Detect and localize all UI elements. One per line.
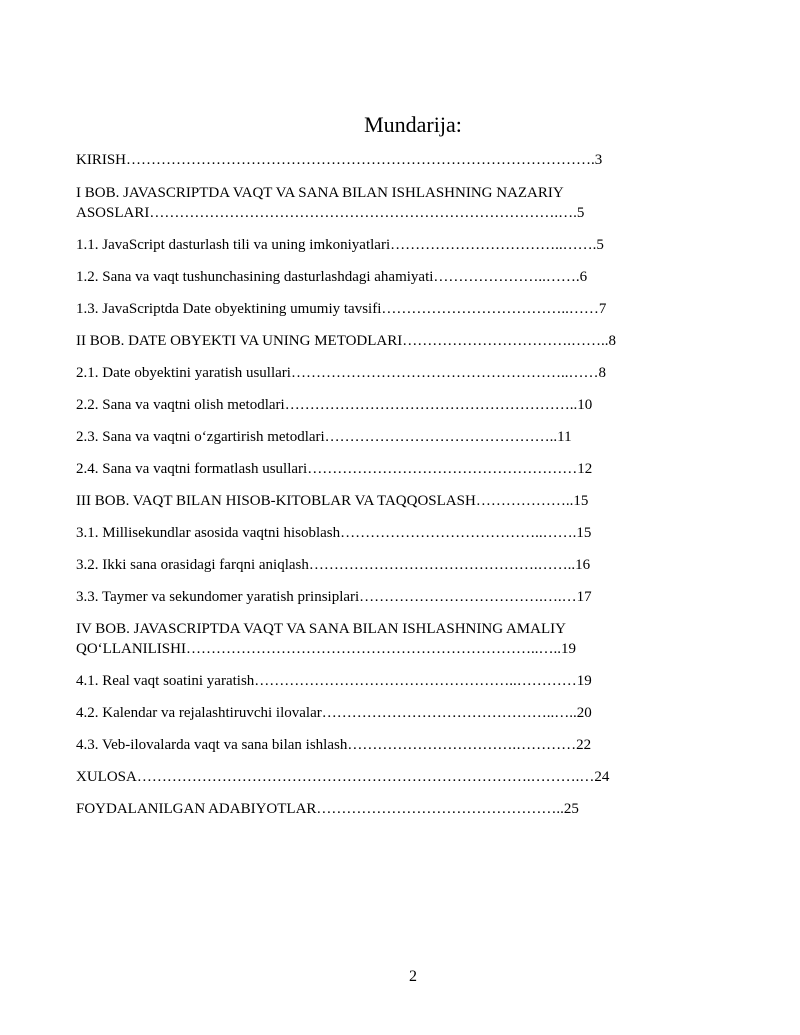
page-title: Mundarija: — [364, 112, 462, 137]
table-of-contents — [76, 150, 698, 819]
toc-entry: 4.1. Real vaqt soatini yaratish……………………………………………..…………19 — [76, 673, 592, 689]
toc-entry: 1.2. Sana va vaqt tushunchasining dasturlashdagi ahamiyati…………………..…….6 — [76, 269, 588, 285]
toc-entry: 1.1. JavaScript dasturlash tili va uning imkoniyatlari……………………………..…….5 — [76, 237, 604, 253]
toc-entry — [76, 619, 698, 659]
toc-entry: 2.3. Sana va vaqtni o‘zgartirish metodlari………………………………………..11 — [76, 429, 572, 445]
toc-entry: II BOB. DATE OBYEKTI VA UNING METODLARI…………………………….……..8 — [76, 333, 616, 349]
toc-entry: KIRISH………………………………………………………………………………….3 — [76, 152, 603, 168]
toc-entry: XULOSA…………………………………………………………………….……….…24 — [76, 769, 610, 785]
toc-entry: 2.4. Sana va vaqtni formatlash usullari………………………………………………12 — [76, 461, 593, 477]
toc-entry: 3.3. Taymer va sekundomer yaratish prinsiplari……………………………….….…17 — [76, 589, 592, 605]
toc-entry-line: QO‘LLANILISHI……………………………………………………………..…..19 — [76, 641, 576, 657]
toc-entry: 4.3. Veb-ilovalarda vaqt va sana bilan ishlash…………………………….…………22 — [76, 737, 592, 753]
page-number: 2 — [409, 968, 417, 985]
toc-entry: 2.2. Sana va vaqtni olish metodlari…………………………………………………..10 — [76, 397, 593, 413]
toc-entry: 3.2. Ikki sana orasidagi farqni aniqlash……………………………………….……..16 — [76, 557, 591, 573]
toc-entry: 4.2. Kalendar va rejalashtiruvchi ilovalar………………………………………..…..20 — [76, 705, 592, 721]
toc-entry: III BOB. VAQT BILAN HISOB-KITOBLAR VA TAQQOSLASH………………..15 — [76, 493, 589, 509]
toc-entry: 1.3. JavaScriptda Date obyektining umumiy tavsifi………………………………..……7 — [76, 301, 607, 317]
toc-entry: FOYDALANILGAN ADABIYOTLAR…………………………………………..25 — [76, 801, 579, 817]
toc-entry-line: IV BOB. JAVASCRIPTDA VAQT VA SANA BILAN ISHLASHNING AMALIY — [76, 621, 566, 637]
toc-entry-line: I BOB. JAVASCRIPTDA VAQT VA SANA BILAN ISHLASHNING NAZARIY — [76, 185, 564, 201]
toc-entry — [76, 183, 698, 223]
toc-entry-line: ASOSLARI……………………………………………………………………….….5 — [76, 205, 585, 221]
toc-entry: 3.1. Millisekundlar asosida vaqtni hisoblash…………………………………..…….15 — [76, 525, 592, 541]
toc-entry: 2.1. Date obyektini yaratish usullari………………………………………………..……8 — [76, 365, 606, 381]
